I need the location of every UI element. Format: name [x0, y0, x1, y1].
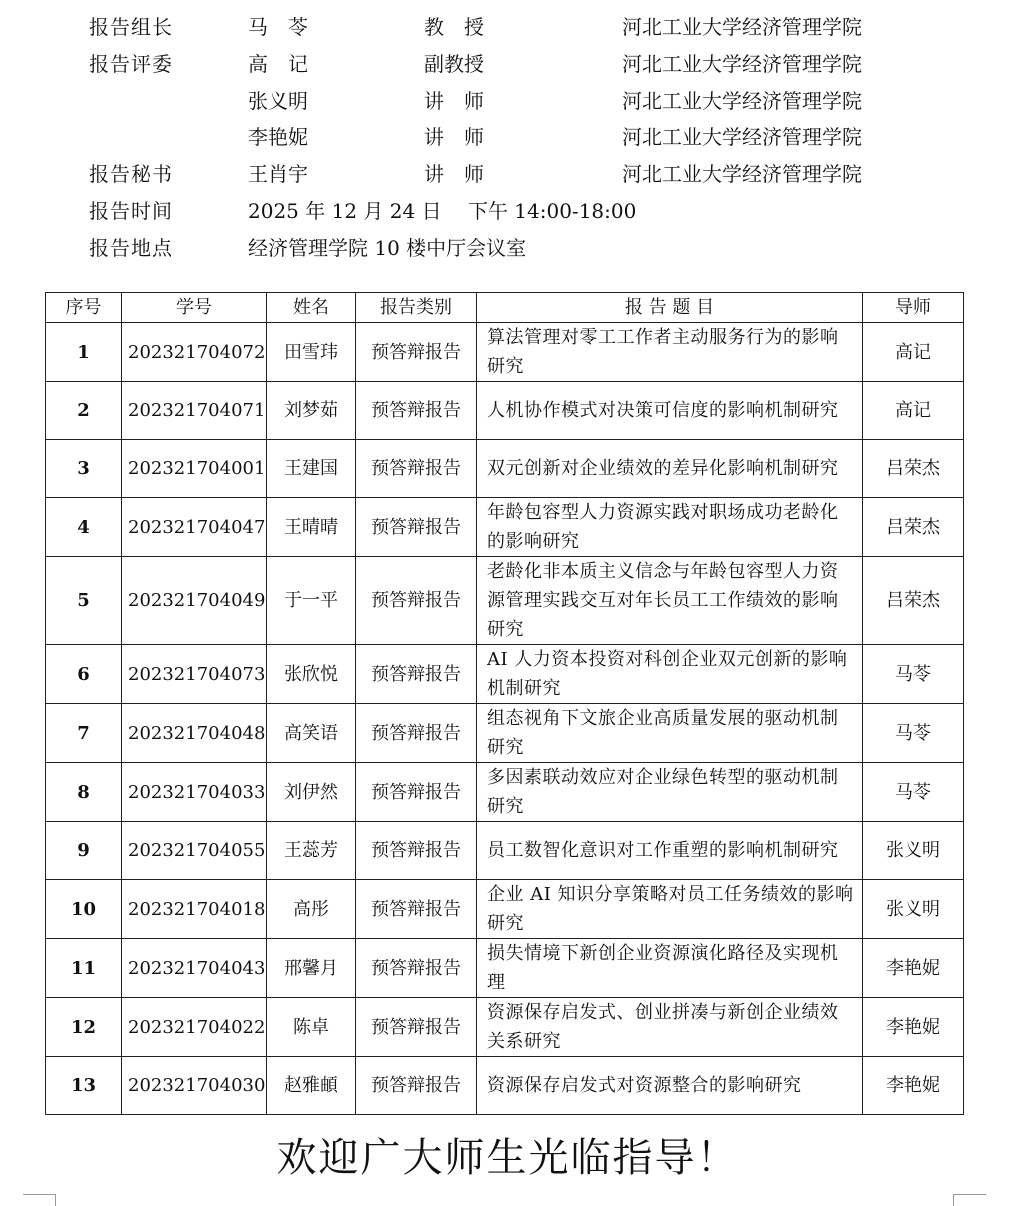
cell-seq: 13 — [46, 1057, 122, 1115]
secretary-name: 王肖宇 — [248, 162, 308, 186]
cell-advisor: 张义明 — [863, 822, 964, 880]
cell-topic: 企业 AI 知识分享策略对员工任务绩效的影响研究 — [477, 880, 863, 939]
reviewer-org: 河北工业大学经济管理学院 — [622, 125, 862, 149]
leader-title: 教 授 — [424, 15, 484, 39]
header-type: 报告类别 — [356, 293, 477, 323]
time-label: 报告时间 — [89, 199, 173, 223]
cell-seq: 1 — [46, 323, 122, 382]
cell-name: 王晴晴 — [267, 498, 356, 557]
cell-topic: 算法管理对零工工作者主动服务行为的影响研究 — [477, 323, 863, 382]
cell-student-id: 202321704001 — [122, 440, 267, 498]
cell-advisor: 吕荣杰 — [863, 557, 964, 645]
cell-type: 预答辩报告 — [356, 323, 477, 382]
time-value: 2025 年 12 月 24 日 下午 14:00-18:00 — [248, 199, 637, 223]
cell-seq: 12 — [46, 998, 122, 1057]
table-row — [46, 939, 964, 998]
reviewer-title: 讲 师 — [424, 89, 484, 113]
cell-topic: 资源保存启发式对资源整合的影响研究 — [477, 1057, 863, 1115]
cell-student-id: 202321704072 — [122, 323, 267, 382]
cell-topic: 人机协作模式对决策可信度的影响机制研究 — [477, 382, 863, 440]
table-row — [46, 557, 964, 645]
cell-name: 陈卓 — [267, 998, 356, 1057]
table-body — [46, 323, 964, 1115]
cell-name: 于一平 — [267, 557, 356, 645]
table-row — [46, 763, 964, 822]
cell-student-id: 202321704018 — [122, 880, 267, 939]
cell-student-id: 202321704048 — [122, 704, 267, 763]
cell-name: 高彤 — [267, 880, 356, 939]
cell-seq: 8 — [46, 763, 122, 822]
cell-seq: 4 — [46, 498, 122, 557]
cell-advisor: 高记 — [863, 323, 964, 382]
header-advisor: 导师 — [863, 293, 964, 323]
page-corner-mark-left — [23, 1194, 56, 1206]
table-row — [46, 440, 964, 498]
leader-label: 报告组长 — [89, 15, 173, 39]
cell-name: 王蕊芳 — [267, 822, 356, 880]
table-row — [46, 645, 964, 704]
cell-seq: 11 — [46, 939, 122, 998]
cell-student-id: 202321704030 — [122, 1057, 267, 1115]
reviewer-name: 李艳妮 — [248, 125, 308, 149]
cell-advisor: 张义明 — [863, 880, 964, 939]
cell-seq: 2 — [46, 382, 122, 440]
schedule-table — [45, 292, 964, 1115]
reviewer-title: 讲 师 — [424, 125, 484, 149]
table-row — [46, 822, 964, 880]
location-value: 经济管理学院 10 楼中厅会议室 — [248, 236, 527, 260]
cell-topic: 资源保存启发式、创业拼凑与新创企业绩效关系研究 — [477, 998, 863, 1057]
cell-topic: 损失情境下新创企业资源演化路径及实现机理 — [477, 939, 863, 998]
header-seq: 序号 — [46, 293, 122, 323]
cell-topic: 多因素联动效应对企业绿色转型的驱动机制研究 — [477, 763, 863, 822]
reviewer-org: 河北工业大学经济管理学院 — [622, 52, 862, 76]
secretary-label: 报告秘书 — [89, 162, 173, 186]
table-row — [46, 1057, 964, 1115]
header-topic: 报 告 题 目 — [477, 293, 863, 323]
cell-advisor: 吕荣杰 — [863, 498, 964, 557]
reviewer-title: 副教授 — [424, 52, 484, 76]
cell-name: 王建国 — [267, 440, 356, 498]
cell-advisor: 吕荣杰 — [863, 440, 964, 498]
cell-type: 预答辩报告 — [356, 880, 477, 939]
cell-advisor: 高记 — [863, 382, 964, 440]
page-corner-mark-right — [953, 1194, 986, 1206]
leader-org: 河北工业大学经济管理学院 — [622, 15, 862, 39]
cell-name: 赵雅頔 — [267, 1057, 356, 1115]
cell-topic: 年龄包容型人力资源实践对职场成功老龄化的影响研究 — [477, 498, 863, 557]
cell-name: 高笑语 — [267, 704, 356, 763]
table-row — [46, 498, 964, 557]
cell-type: 预答辩报告 — [356, 557, 477, 645]
cell-type: 预答辩报告 — [356, 704, 477, 763]
cell-advisor: 李艳妮 — [863, 1057, 964, 1115]
cell-type: 预答辩报告 — [356, 822, 477, 880]
reviewer-org: 河北工业大学经济管理学院 — [622, 89, 862, 113]
cell-advisor: 李艳妮 — [863, 998, 964, 1057]
cell-seq: 10 — [46, 880, 122, 939]
cell-student-id: 202321704047 — [122, 498, 267, 557]
cell-type: 预答辩报告 — [356, 1057, 477, 1115]
table-row — [46, 704, 964, 763]
cell-advisor: 李艳妮 — [863, 939, 964, 998]
cell-type: 预答辩报告 — [356, 645, 477, 704]
cell-type: 预答辩报告 — [356, 939, 477, 998]
cell-type: 预答辩报告 — [356, 498, 477, 557]
table-row — [46, 998, 964, 1057]
cell-student-id: 202321704033 — [122, 763, 267, 822]
table-header-row — [46, 293, 964, 323]
cell-advisor: 马苓 — [863, 704, 964, 763]
cell-seq: 5 — [46, 557, 122, 645]
cell-topic: 双元创新对企业绩效的差异化影响机制研究 — [477, 440, 863, 498]
cell-topic: 老龄化非本质主义信念与年龄包容型人力资源管理实践交互对年长员工工作绩效的影响研究 — [477, 557, 863, 645]
secretary-title: 讲 师 — [424, 162, 484, 186]
cell-advisor: 马苓 — [863, 645, 964, 704]
leader-name: 马 苓 — [248, 15, 308, 39]
cell-advisor: 马苓 — [863, 763, 964, 822]
cell-type: 预答辩报告 — [356, 763, 477, 822]
table-row — [46, 382, 964, 440]
welcome-message: 欢迎广大师生光临指导！ — [276, 1135, 739, 1181]
cell-name: 田雪玮 — [267, 323, 356, 382]
cell-name: 邢馨月 — [267, 939, 356, 998]
cell-seq: 6 — [46, 645, 122, 704]
cell-student-id: 202321704043 — [122, 939, 267, 998]
header-name: 姓名 — [267, 293, 356, 323]
secretary-org: 河北工业大学经济管理学院 — [622, 162, 862, 186]
header-student-id: 学号 — [122, 293, 267, 323]
cell-seq: 9 — [46, 822, 122, 880]
cell-seq: 7 — [46, 704, 122, 763]
cell-student-id: 202321704055 — [122, 822, 267, 880]
cell-topic: AI 人力资本投资对科创企业双元创新的影响机制研究 — [477, 645, 863, 704]
table-row — [46, 323, 964, 382]
cell-seq: 3 — [46, 440, 122, 498]
cell-type: 预答辩报告 — [356, 382, 477, 440]
reviewer-name: 高 记 — [248, 52, 308, 76]
cell-name: 张欣悦 — [267, 645, 356, 704]
cell-topic: 组态视角下文旅企业高质量发展的驱动机制研究 — [477, 704, 863, 763]
reviewer-name: 张义明 — [248, 89, 308, 113]
cell-name: 刘伊然 — [267, 763, 356, 822]
table-row — [46, 880, 964, 939]
location-label: 报告地点 — [89, 236, 173, 260]
reviewers-label: 报告评委 — [89, 52, 173, 76]
cell-topic: 员工数智化意识对工作重塑的影响机制研究 — [477, 822, 863, 880]
cell-type: 预答辩报告 — [356, 998, 477, 1057]
cell-student-id: 202321704071 — [122, 382, 267, 440]
cell-type: 预答辩报告 — [356, 440, 477, 498]
cell-student-id: 202321704022 — [122, 998, 267, 1057]
cell-student-id: 202321704049 — [122, 557, 267, 645]
cell-name: 刘梦茹 — [267, 382, 356, 440]
cell-student-id: 202321704073 — [122, 645, 267, 704]
